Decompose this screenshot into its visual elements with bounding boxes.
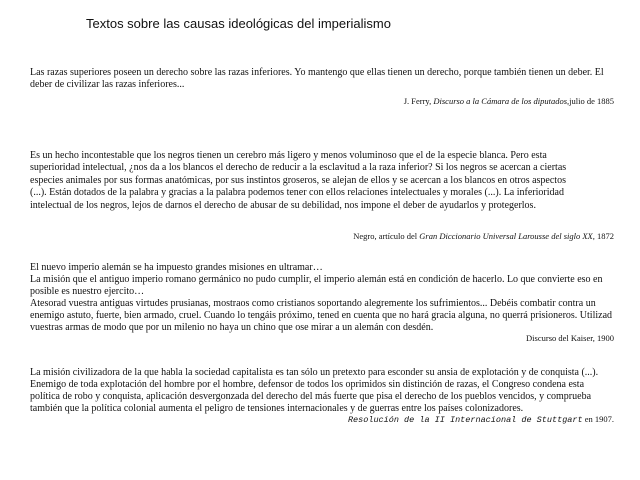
source-work: Resolución de la II Internacional de Stuttgart [347, 415, 583, 425]
page-title: Textos sobre las causas ideológicas del imperialismo [86, 16, 391, 31]
quote-line: La misión que el antiguo imperio romano germánico no pudo cumplir, el imperio alemán está en condición de hacerlo. Lo que convierte eso en posible es nuestro ejercito… [30, 274, 603, 297]
quote-source [353, 230, 614, 242]
quote-source [404, 95, 614, 107]
text-block-ferry [30, 67, 614, 106]
source-work: Discurso a la Cámara de los diputados, [433, 96, 570, 106]
quote-source: Discurso del Kaiser, 1900 [526, 333, 614, 343]
quote-text: La misión civilizadora de la que habla la sociedad capitalista es tan sólo un pretexto para esconder su ansia de explotación y de conquista (...). Enemigo de toda explotación del hombre por el hombre, defensor de todos los oprimidos sin distinción de razas, el Congreso condena esta política de robo y conquista, aplicación desvergonzada del derecho del más fuerte que pisa el derecho de los pueblos vencidos, y comprueba también que la política colonial aumenta el peligro de tensiones internacionales y de guerras entre los países colonizadores. [30, 367, 599, 414]
text-block-kaiser [30, 262, 614, 343]
source-work: Gran Diccionario Universal Larousse del siglo XX, [419, 231, 595, 241]
quote-line: El nuevo imperio alemán se ha impuesto grandes misiones en ultramar… [30, 262, 323, 273]
source-date: julio de 1885 [569, 96, 614, 106]
quote-source [348, 413, 614, 426]
source-date: en 1907. [582, 414, 614, 424]
quote-text: Es un hecho incontestable que los negros tienen un cerebro más ligero y menos voluminoso que el de la especie blanca. Pero esta superioridad intelectual, ¿nos da a los blancos el derecho de reducir a la esclavitud a la raza inferior? Si los negros se acercan a ciertas especies animales por sus formas anatómicas, por sus instintos groseros, se alejan de ellos y se acercan a los blancos en otros aspectos (...). Están dotados de la palabra y gracias a la palabra podemos tener con ellos relaciones intelectuales y morales (...). La inferioridad intelectual de los negros, lejos de darnos el derecho de abusar de su debilidad, nos impone el deber de ayudarlos y protegerlos. [30, 150, 567, 211]
quote-text: Las razas superiores poseen un derecho sobre las razas inferiores. Yo mantengo que ellas tienen un derecho, porque también tienen un deber. El deber de civilizar las razas inferiores... [30, 67, 604, 91]
source-date: 1872 [594, 231, 614, 241]
quote-line: Atesorad vuestra antiguas virtudes prusianas, mostraos como cristianos soportando alegremente los sufrimientos... Debéis combatir contra un enemigo astuto, fuerte, bien armado, cruel. Cuando lo tengáis próximo, tened en cuenta que no hará gracia alguna, no querrá prisioneros. Utilizad vuestras armas de modo que por un milenio no haya un chino que ose mirar a un alemán con desdén. [30, 298, 613, 333]
source-author: J. Ferry, [403, 96, 434, 106]
text-block-stuttgart [30, 367, 614, 425]
source-author: Negro, artículo del [353, 231, 420, 241]
text-block-larousse [30, 150, 614, 241]
